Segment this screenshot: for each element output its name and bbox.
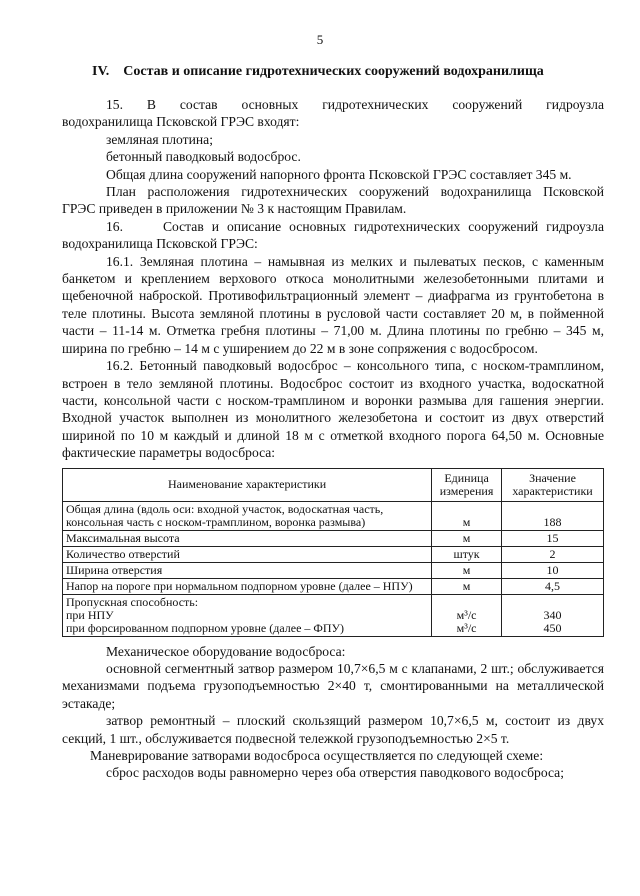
row-value: 10 xyxy=(502,562,604,578)
row-value: 4,5 xyxy=(502,578,604,594)
row-unit: штук xyxy=(432,546,502,562)
gate-maneuver-text: Маневрирование затворами водосброса осуществляется по следующей схеме: xyxy=(90,747,544,763)
row-value: 15 xyxy=(502,530,604,546)
page-number: 5 xyxy=(316,32,324,47)
capacity-values xyxy=(502,594,604,636)
discharge-scheme-text: сброс расходов воды равномерно через оба отверстия паводкового водосброса; xyxy=(106,765,564,781)
capacity-npu-unit: м³/с xyxy=(456,607,477,622)
paragraph-16-line2: водохранилища Псковской ГРЭС: xyxy=(62,236,258,252)
row-unit: м xyxy=(432,562,502,578)
spillway-parameters-table xyxy=(62,468,604,637)
capacity-title: Пропускная способность: xyxy=(66,594,199,609)
capacity-npu-label: при НПУ xyxy=(66,607,114,622)
table-row xyxy=(63,578,604,594)
capacity-units xyxy=(432,594,502,636)
section-title: Состав и описание гидротехнических сооружений водохранилища xyxy=(123,64,544,79)
row-name: Максимальная высота xyxy=(63,530,432,546)
row-value: 2 xyxy=(502,546,604,562)
capacity-fpu-unit: м³/с xyxy=(456,620,477,635)
list-item-earth-dam: земляная плотина; xyxy=(106,131,213,147)
table-row xyxy=(63,501,604,530)
row-name: Общая длина (вдоль оси: входной участок, водоскатная часть, консольная часть с носком-трамплином, воронка размыва) xyxy=(63,501,432,530)
row-name: Напор на пороге при нормальном подпорном уровне (далее – НПУ) xyxy=(63,578,432,594)
header-name: Наименование характеристики xyxy=(63,468,432,501)
header-value: Значение характеристики xyxy=(502,468,604,501)
paragraph-16-1-earth-dam: 16.1. Земляная плотина – намывная из мелких и пылеватых песков, с каменным банкетом и креплением верхового откоса монолитными железобетонными плитами и щебеночной наброской. Противофильтрационный элемент – диафрагма из грунтобетона в теле плотины. Высота земляной плотины в русловой части составляет 20 м, в пойменной части – 11-14 м. Отметка гребня плотины – 71,00 м. Длина плотины по гребню – 345 м, ширина по гребню – 14 м с уширением до 22 м в зоне сопряжения с водосбросом. xyxy=(62,253,604,356)
row-name: Количество отверстий xyxy=(63,546,432,562)
paragraph-16-2-spillway: 16.2. Бетонный паводковый водосброс – консольного типа, с носком-трамплином, встроен в тело земляной плотины. Водосброс состоит из входного участка, водоскатной части, консольной части с носком-трамплином и воронки размыва для гашения энергии. Входной участок выполнен из монолитного железобетона и состоит из двух отверстий шириной по 10 м каждый и длиной 18 м с отметкой входного порога 64,50 м. Основные фактические параметры водосброса: xyxy=(62,358,604,461)
paragraph-plan-line1: План расположения гидротехнических сооружений водохранилища Псковской xyxy=(106,184,604,200)
paragraph-16-line1: 16. Состав и описание основных гидротехнических сооружений гидроузла xyxy=(106,218,604,234)
row-unit: м xyxy=(432,530,502,546)
paragraph-15-line1: 15. В состав основных гидротехнических сооружений гидроузла xyxy=(106,97,604,112)
paragraph-front-length: Общая длина сооружений напорного фронта Псковской ГРЭС составляет 345 м. xyxy=(106,166,572,182)
document-body xyxy=(62,96,604,782)
row-unit: м xyxy=(432,578,502,594)
header-unit: Единица измерения xyxy=(432,468,502,501)
table-header-row xyxy=(63,468,604,501)
section-heading xyxy=(92,64,544,80)
table-row xyxy=(63,546,604,562)
table-row xyxy=(63,562,604,578)
paragraph-plan-line2: ГРЭС приведен в приложении № 3 к настоящим Правилам. xyxy=(62,201,407,217)
row-value: 188 xyxy=(502,501,604,530)
list-item-spillway: бетонный паводковый водосброс. xyxy=(106,149,301,165)
repair-gate-description: затвор ремонтный – плоский скользящий размером 10,7×6,5 м, состоит из двух секций, 1 шт., обслуживается подвесной тележкой грузоподъемностью 2×5 т. xyxy=(62,713,604,746)
table-row xyxy=(63,530,604,546)
section-roman-numeral: IV. xyxy=(92,64,110,79)
row-name: Ширина отверстия xyxy=(63,562,432,578)
mechanical-equipment-title: Механическое оборудование водосброса: xyxy=(106,643,346,659)
row-unit: м xyxy=(432,501,502,530)
capacity-name xyxy=(63,594,432,636)
main-gate-description: основной сегментный затвор размером 10,7×6,5 м с клапанами, 2 шт.; обслуживается механизмами подъема грузоподъемностью 2×40 т, смонтированными на металлической эстакаде; xyxy=(62,660,604,711)
capacity-fpu-value: 450 xyxy=(543,620,562,635)
capacity-fpu-label: при форсированном подпорном уровне (далее – ФПУ) xyxy=(66,620,345,635)
paragraph-15-line2: водохранилища Псковской ГРЭС входят: xyxy=(62,114,300,130)
capacity-npu-value: 340 xyxy=(543,607,562,622)
table-row-capacity xyxy=(63,594,604,636)
